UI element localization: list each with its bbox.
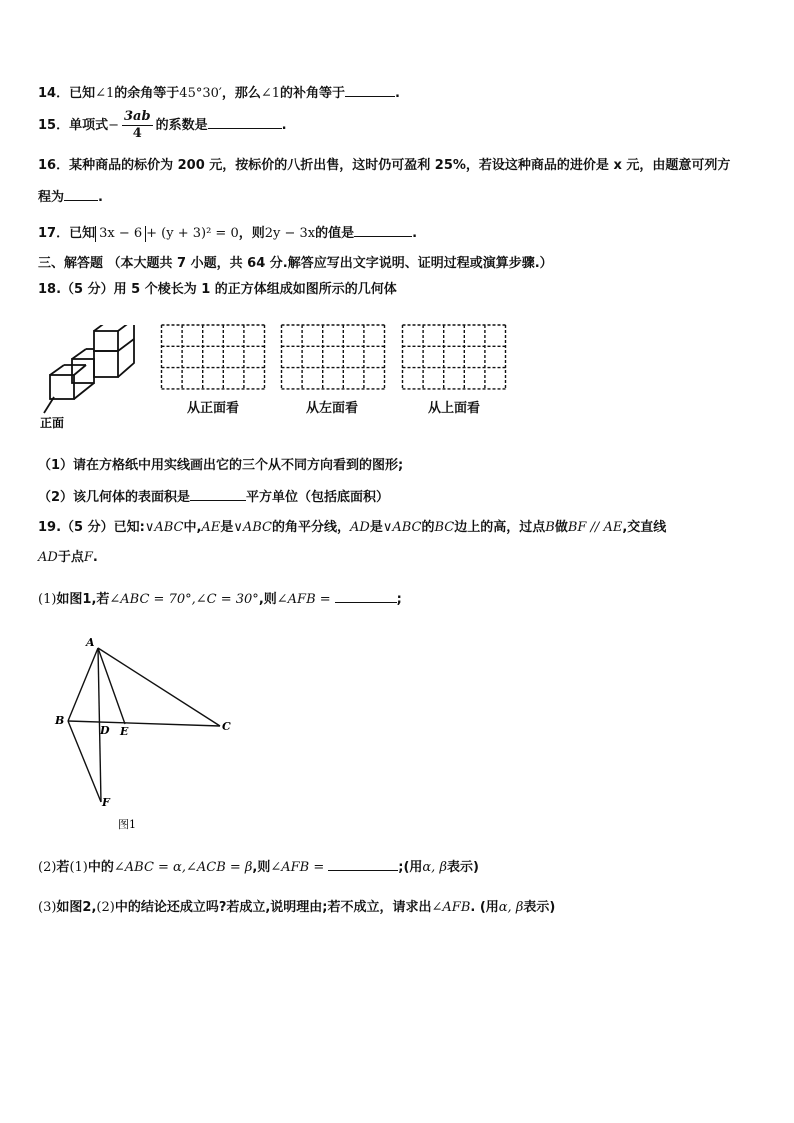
fraction-numerator: 3ab (124, 109, 151, 124)
segment-ae: AE (201, 520, 221, 535)
fraction-denominator: 4 (132, 126, 142, 141)
q14-end: . (395, 86, 400, 101)
fraction (122, 109, 153, 142)
label-e: E (120, 725, 129, 738)
label-b: B (55, 714, 65, 727)
q19-text: . (92, 550, 98, 565)
grid-caption-left: 从左面看 (305, 401, 358, 416)
answer-blank[interactable] (190, 486, 246, 501)
q19-text: 于点 (57, 550, 84, 565)
q14-angle-2: ∠1 (260, 86, 281, 101)
segment-ae-line (98, 648, 125, 724)
q19-p1-condition: ∠ABC = 70°,∠C = 30° (109, 592, 259, 607)
grid-front-view[interactable] (160, 324, 266, 390)
question-15 (38, 108, 287, 144)
q17-text-3: 的值是 (315, 226, 355, 241)
part-number: (2) (38, 860, 57, 875)
q19-p2-ask: ∠AFB = (270, 860, 325, 875)
q19-text: ,交直线 (622, 520, 667, 535)
answer-blank[interactable] (335, 588, 397, 603)
q19-text: 边上的高，过点 (454, 520, 546, 535)
segment-bc: BC (434, 520, 455, 535)
answer-blank[interactable] (208, 114, 282, 129)
figure-caption: 图1 (118, 818, 136, 831)
q19-text: 是 (369, 520, 383, 535)
question-14 (38, 82, 400, 104)
q19-p2-text: ,则 (252, 860, 271, 875)
parallel-statement: BF // AE (567, 520, 623, 535)
q14-text-1: 已知 (69, 86, 96, 101)
label-f: F (102, 796, 110, 809)
cube-middle (72, 359, 94, 383)
answer-blank[interactable] (345, 82, 395, 97)
cube-back-top (94, 331, 118, 351)
q19-p3-text: 表示) (523, 900, 556, 915)
q19-p1-ask: ∠AFB = (276, 592, 331, 607)
figure-1 (50, 630, 250, 840)
q16-text-2: 程为 (38, 190, 65, 205)
q19-p2-text: 中的 (87, 860, 114, 875)
question-19-part-3 (38, 898, 555, 918)
segment-ad: AD (38, 550, 58, 565)
q14-text-3: ，那么 (221, 86, 261, 101)
segment-bc-line (68, 721, 220, 726)
q19-p3-ask: ∠AFB (431, 900, 471, 915)
q19-p1-end: ; (396, 592, 402, 607)
part-reference: (1) (69, 860, 88, 875)
grid-left-view[interactable] (280, 324, 386, 390)
triangle-abc: ∨ABC (382, 520, 422, 535)
q17-end: . (412, 226, 418, 241)
q17-equation: + (y + 3)² = 0 (146, 226, 239, 241)
grid-caption-front: 从正面看 (186, 401, 239, 416)
segment-bf (68, 721, 101, 802)
q14-value: 45°30′ (179, 86, 222, 101)
cube-back-bottom (94, 351, 118, 377)
question-number: 15． (38, 118, 70, 133)
segment-ac (98, 648, 220, 726)
question-19-part-2 (38, 856, 479, 878)
variables: α, β (422, 860, 447, 875)
answer-blank[interactable] (328, 856, 398, 871)
q19-text: 19.（5 分）已知: (38, 520, 145, 535)
triangle-abc: ∨ABC (233, 520, 272, 535)
q19-text: 做 (554, 520, 568, 535)
q19-p2-text: ;(用 (398, 860, 423, 875)
section-heading: 三、解答题 （本大题共 7 小题，共 64 分.解答应写出文字说明、证明过程或演算步骤.） (38, 256, 553, 271)
q19-text: 的角平分线， (271, 520, 350, 535)
q14-text-2: 的余角等于 (114, 86, 180, 101)
triangle-abc: ∨ABC (144, 520, 184, 535)
segment-ad: AD (350, 520, 370, 535)
variables: α, β (498, 900, 524, 915)
q19-p1-text: ,则 (258, 592, 277, 607)
label-a: A (86, 636, 95, 649)
question-19-line-1 (38, 518, 666, 538)
q16-text: 16．某种商品的标价为 200 元，按标价的八折出售，这时仍可盈利 25%，若设这种商品的进价是 x 元，由题意可列方 (38, 158, 731, 173)
grid-caption-top: 从上面看 (427, 401, 480, 416)
q17-text-2: ，则 (238, 226, 265, 241)
q15-text-1: 单项式 (69, 118, 109, 133)
q18-sub2-text-2: 平方单位（包括底面积） (246, 490, 390, 505)
absolute-value: 3x − 6 (95, 226, 146, 242)
minus-sign: − (108, 118, 120, 133)
question-19-line-2 (38, 548, 98, 568)
part-reference: (2) (96, 900, 115, 915)
part-number: (1) (38, 592, 57, 607)
cube-figure (38, 325, 148, 435)
q19-text: 是 (220, 520, 234, 535)
q16-end: . (98, 190, 103, 205)
question-16-line-2 (38, 186, 103, 208)
part-number: (3) (38, 900, 57, 915)
front-label: 正面 (40, 416, 65, 430)
question-19-part-1 (38, 588, 402, 610)
q19-text: 中, (183, 520, 202, 535)
q19-p3-text: 中的结论还成立吗?若成立,说明理由;若不成立，请求出 (114, 900, 432, 915)
q19-text: 的 (421, 520, 435, 535)
question-number: 17． (38, 226, 70, 241)
point-b: B (545, 520, 555, 535)
question-18-sub-2 (38, 486, 389, 508)
question-18-sub-1: （1）请在方格纸中用实线画出它的三个从不同方向看到的图形; (38, 458, 404, 473)
q14-angle: ∠1 (95, 86, 115, 101)
question-number: 14． (38, 86, 70, 101)
q19-p2-text: 若 (56, 860, 70, 875)
answer-blank[interactable] (64, 186, 98, 201)
label-c: C (222, 720, 231, 733)
q19-p2-condition: ∠ABC = α,∠ACB = β (113, 860, 253, 875)
cube-front-bottom (50, 375, 74, 399)
question-18-head: 18.（5 分）用 5 个棱长为 1 的正方体组成如图所示的几何体 (38, 282, 397, 297)
q19-p1-text: 如图1,若 (56, 592, 110, 607)
q19-p2-text: 表示) (446, 860, 479, 875)
question-17 (38, 222, 417, 244)
point-f: F (83, 550, 93, 565)
question-16-line-1 (38, 156, 730, 176)
q15-text-2: 的系数是 (155, 118, 208, 133)
answer-blank[interactable] (354, 222, 412, 237)
q17-text-1: 已知 (69, 226, 96, 241)
q17-expression: 2y − 3x (264, 226, 316, 241)
q15-end: . (281, 118, 287, 133)
grid-top-view[interactable] (401, 324, 507, 390)
q19-p3-text: 如图2, (56, 900, 97, 915)
q19-p3-text: . (用 (470, 900, 499, 915)
q18-sub2-text: （2）该几何体的表面积是 (38, 490, 191, 505)
segment-ab (68, 648, 98, 721)
q14-text-4: 的补角等于 (280, 86, 346, 101)
label-d: D (100, 724, 110, 737)
